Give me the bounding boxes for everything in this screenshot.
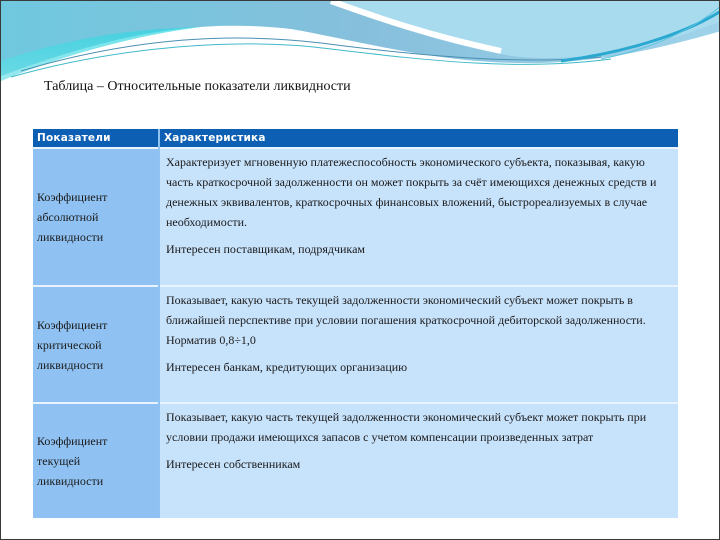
liquidity-ratios-table <box>33 129 678 518</box>
indicator-name-line: Коэффициент <box>37 317 108 332</box>
indicator-name-line: Коэффициент <box>37 190 108 204</box>
characteristic-description: Характеризует мгновенную платежеспособность экономического субъекта, показывая, какую часть краткосрочной задолженности он может покрыть за счёт имеющихся денежных средств и денежных эквивалентов, краткосрочных финансовых вложений, быстрореализуемых в случае необходимости. <box>166 155 657 229</box>
indicator-name-line: критической <box>37 337 102 352</box>
column-header-characteristic: Характеристика <box>159 129 678 148</box>
indicator-name-line: абсолютной <box>37 210 99 224</box>
characteristic-cell <box>159 403 678 518</box>
indicator-cell <box>33 148 159 286</box>
table-row <box>33 286 678 403</box>
characteristic-cell <box>159 286 678 403</box>
interested-party: Интересен поставщикам, подрядчикам <box>166 242 365 256</box>
wave-banner-decoration <box>1 1 720 91</box>
indicator-name-line: Коэффициент <box>37 434 108 448</box>
table-row <box>33 148 678 286</box>
table-header-row <box>33 129 678 148</box>
indicator-name-line: ликвидности <box>37 474 104 488</box>
characteristic-description: Показывает, какую часть текущей задолженности экономический субъект может покрыть в ближайшей перспективе при условии погашения краткосрочной дебиторской задолженности. Норматив 0,8÷1,0 <box>166 293 646 347</box>
column-header-indicators: Показатели <box>33 129 159 148</box>
indicator-name-line: ликвидности <box>37 357 104 372</box>
indicator-name-line: ликвидности <box>37 230 104 244</box>
indicator-cell <box>33 403 159 518</box>
indicator-cell <box>33 286 159 403</box>
characteristic-description: Показывает, какую часть текущей задолженности экономический субъект может покрыть при условии продажи имеющихся запасов с учетом компенсации произведенных затрат <box>166 410 647 444</box>
table-row <box>33 403 678 518</box>
slide-title: Таблица – Относительные показатели ликвидности <box>44 79 351 94</box>
characteristic-cell <box>159 148 678 286</box>
interested-party: Интересен собственникам <box>166 457 301 471</box>
interested-party: Интересен банкам, кредитующих организацию <box>166 360 408 374</box>
indicator-name-line: текущей <box>37 454 81 468</box>
